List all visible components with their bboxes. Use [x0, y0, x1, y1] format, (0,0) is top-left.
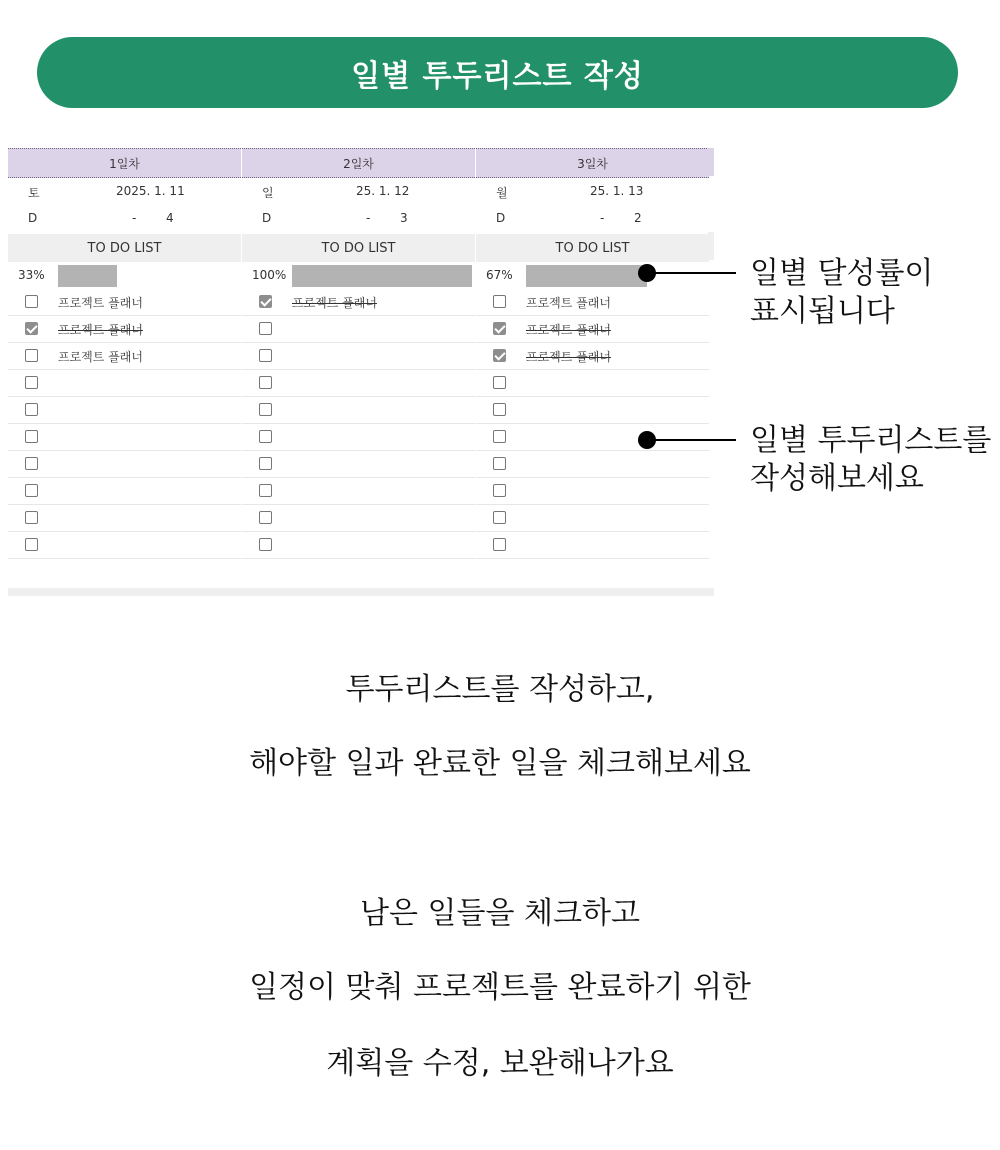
progress-row: [8, 262, 241, 289]
task-row: [242, 289, 475, 316]
todo-list-header: TO DO LIST: [8, 234, 241, 262]
task-checkbox[interactable]: [259, 484, 272, 497]
task-checkbox[interactable]: [259, 511, 272, 524]
task-checkbox[interactable]: [493, 322, 506, 335]
progress-percent: 100%: [252, 268, 287, 282]
dday-dash: -: [600, 211, 605, 225]
task-row: [8, 478, 241, 505]
task-checkbox[interactable]: [259, 322, 272, 335]
callout-line-todo: [650, 439, 736, 441]
task-text[interactable]: 프로젝트 플래너: [58, 296, 143, 310]
weekday: 일: [262, 186, 274, 200]
dday-dash: -: [366, 211, 371, 225]
task-checkbox[interactable]: [493, 511, 506, 524]
task-row: [8, 532, 241, 559]
task-checkbox[interactable]: [25, 376, 38, 389]
task-row: [476, 532, 709, 559]
task-row: [476, 424, 709, 451]
task-row: [8, 451, 241, 478]
callout-todo-line1: 일별 투두리스트를: [750, 423, 992, 458]
dday-row: [476, 205, 709, 232]
callout-rate: [750, 255, 933, 331]
dday-dash: -: [132, 211, 137, 225]
date-value: 25. 1. 12: [356, 184, 410, 198]
task-row: [242, 451, 475, 478]
task-text[interactable]: 프로젝트 플래너: [526, 296, 611, 310]
task-row: [8, 424, 241, 451]
task-row: [8, 397, 241, 424]
task-checkbox[interactable]: [259, 376, 272, 389]
task-checkbox[interactable]: [259, 403, 272, 416]
date-row: [242, 178, 475, 205]
task-checkbox[interactable]: [493, 538, 506, 551]
page-title: 일별 투두리스트 작성: [351, 58, 644, 94]
task-checkbox[interactable]: [493, 349, 506, 362]
task-checkbox[interactable]: [493, 403, 506, 416]
callout-todo: [750, 422, 991, 498]
task-row: [8, 343, 241, 370]
task-checkbox[interactable]: [259, 538, 272, 551]
task-checkbox[interactable]: [259, 349, 272, 362]
date-value: 2025. 1. 11: [116, 184, 185, 198]
task-row: [476, 397, 709, 424]
day-header: 1일차: [8, 148, 241, 178]
progress-row: [242, 262, 475, 289]
task-checkbox[interactable]: [25, 349, 38, 362]
task-row: [476, 316, 709, 343]
day-header: 3일차: [476, 148, 709, 178]
progress-bar: [292, 265, 472, 287]
todo-list-header: TO DO LIST: [242, 234, 475, 262]
task-checkbox[interactable]: [493, 430, 506, 443]
task-checkbox[interactable]: [25, 457, 38, 470]
date-row: [8, 178, 241, 205]
task-checkbox[interactable]: [25, 511, 38, 524]
task-checkbox[interactable]: [25, 538, 38, 551]
task-checkbox[interactable]: [493, 295, 506, 308]
task-row: [242, 532, 475, 559]
weekday: 월: [496, 186, 508, 200]
next-day-todo-stub: [708, 232, 714, 260]
task-row: [476, 451, 709, 478]
callout-todo-line2: 작성해보세요: [750, 461, 924, 496]
task-text[interactable]: 프로젝트 플래너: [526, 323, 611, 337]
task-checkbox[interactable]: [259, 430, 272, 443]
dday-label: D: [262, 211, 272, 225]
task-row: [476, 289, 709, 316]
task-checkbox[interactable]: [259, 457, 272, 470]
task-row: [8, 316, 241, 343]
caption-2: 해야할 일과 완료한 일을 체크해보세요: [249, 746, 751, 781]
task-checkbox[interactable]: [259, 295, 272, 308]
weekday: 토: [28, 186, 40, 200]
task-text[interactable]: 프로젝트 플래너: [58, 350, 143, 364]
task-row: [242, 397, 475, 424]
task-text[interactable]: 프로젝트 플래너: [58, 323, 143, 337]
next-day-header-stub: [708, 148, 714, 176]
task-checkbox[interactable]: [493, 457, 506, 470]
dday-row: [8, 205, 241, 232]
day-column: [476, 148, 709, 559]
task-checkbox[interactable]: [493, 484, 506, 497]
task-text[interactable]: 프로젝트 플래너: [526, 350, 611, 364]
progress-bar: [58, 265, 117, 287]
dday-label: D: [496, 211, 506, 225]
task-checkbox[interactable]: [25, 322, 38, 335]
task-row: [242, 316, 475, 343]
caption-5: 계획을 수정, 보완해나가요: [326, 1046, 674, 1081]
task-row: [242, 370, 475, 397]
dday-row: [242, 205, 475, 232]
caption-3: 남은 일들을 체크하고: [360, 896, 640, 931]
task-row: [476, 478, 709, 505]
progress-row: [476, 262, 709, 289]
task-checkbox[interactable]: [25, 403, 38, 416]
caption-4: 일정이 맞춰 프로젝트를 완료하기 위한: [249, 970, 751, 1005]
dday-label: D: [28, 211, 38, 225]
task-row: [242, 424, 475, 451]
day-column: [242, 148, 475, 559]
task-checkbox[interactable]: [25, 295, 38, 308]
callout-line-rate: [650, 272, 736, 274]
page-title-banner: [37, 37, 958, 108]
task-row: [242, 478, 475, 505]
todo-list-header: TO DO LIST: [476, 234, 709, 262]
progress-bar: [526, 265, 647, 287]
task-checkbox[interactable]: [493, 376, 506, 389]
caption-1: 투두리스트를 작성하고,: [345, 672, 655, 707]
day-column: [8, 148, 241, 559]
progress-percent: 33%: [18, 268, 45, 282]
dday-value: 3: [400, 211, 408, 225]
task-row: [476, 370, 709, 397]
task-text[interactable]: 프로젝트 플래너: [292, 296, 377, 310]
task-row: [8, 289, 241, 316]
task-row: [476, 505, 709, 532]
callout-rate-line2: 표시됩니다: [750, 294, 895, 329]
task-row: [476, 343, 709, 370]
date-value: 25. 1. 13: [590, 184, 644, 198]
day-header: 2일차: [242, 148, 475, 178]
task-checkbox[interactable]: [25, 430, 38, 443]
callout-rate-line1: 일별 달성률이: [750, 256, 934, 291]
task-row: [242, 505, 475, 532]
date-row: [476, 178, 709, 205]
sheet-footer-bar: [8, 588, 714, 596]
dday-value: 2: [634, 211, 642, 225]
progress-percent: 67%: [486, 268, 513, 282]
task-row: [8, 370, 241, 397]
task-checkbox[interactable]: [25, 484, 38, 497]
task-row: [8, 505, 241, 532]
planner-sheet: [8, 148, 714, 596]
task-row: [242, 343, 475, 370]
dday-value: 4: [166, 211, 174, 225]
